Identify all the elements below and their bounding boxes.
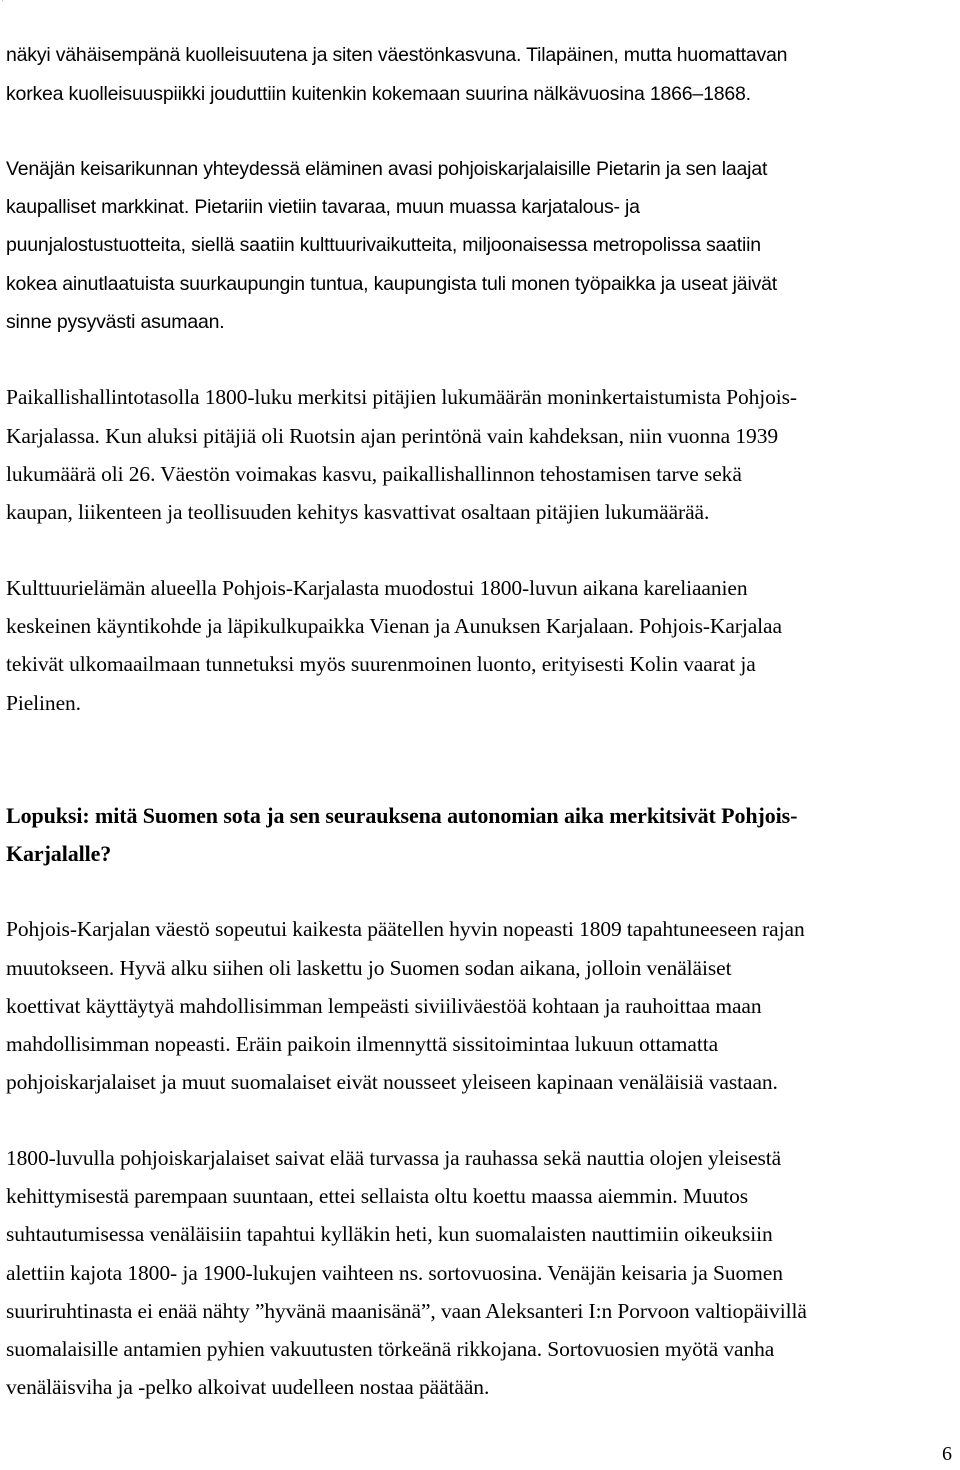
paragraph-6-line-2: kehittymisestä parempaan suuntaan, ettei sellaista oltu koettu maassa aiemmin. Muutos — [6, 1184, 749, 1208]
paragraph-3-line-4: kaupan, liikenteen ja teollisuuden kehitys kasvattivat osaltaan pitäjien lukumäärää. — [6, 500, 710, 524]
paragraph-5-line-5: pohjoiskarjalaiset ja muut suomalaiset eivät nousseet yleiseen kapinaan venäläisiä vastaan. — [6, 1070, 778, 1094]
paragraph-3-line-1: Paikallishallintotasolla 1800-luku merkitsi pitäjien lukumäärän moninkertaistumista Pohjois- — [6, 385, 797, 409]
paragraph-2-line-1: Venäjän keisarikunnan yhteydessä eläminen avasi pohjoiskarjalaisille Pietarin ja sen laajat — [6, 158, 768, 180]
paragraph-3-line-3: lukumäärä oli 26. Väestön voimakas kasvu, paikallishallinnon tehostamisen tarve sekä — [6, 462, 742, 486]
paragraph-2-line-3: puunjalostustuotteita, siellä saatiin kulttuurivaikutteita, miljoonaisessa metropolissa saatiin — [6, 234, 761, 256]
paragraph-6-line-1: 1800-luvulla pohjoiskarjalaiset saivat elää turvassa ja rauhassa sekä nauttia olojen yleisestä — [6, 1146, 782, 1170]
corner-mark: ' — [2, 0, 4, 6]
paragraph-6-line-3: suhtautumisessa venäläisiin tapahtui kylläkin heti, kun suomalaisten nauttimiin oikeuksiin — [6, 1222, 773, 1246]
paragraph-4-line-4: Pielinen. — [6, 691, 81, 715]
paragraph-3-line-2: Karjalassa. Kun aluksi pitäjiä oli Ruotsin ajan perintönä vain kahdeksan, niin vuonna 1939 — [6, 424, 779, 448]
paragraph-5-line-3: koettivat käyttäytyä mahdollisimman lempeästi siviiliväestöä kohtaan ja rauhoittaa maan — [6, 994, 762, 1018]
paragraph-6-line-5: suuriruhtinasta ei enää nähty ”hyvänä maanisänä”, vaan Aleksanteri I:n Porvoon valtiopäivillä — [6, 1299, 807, 1323]
paragraph-5-line-1: Pohjois-Karjalan väestö sopeutui kaikesta päätellen hyvin nopeasti 1809 tapahtuneeseen rajan — [6, 917, 805, 941]
paragraph-1-line-2: korkea kuolleisuuspiikki jouduttiin kuitenkin kokemaan suurina nälkävuosina 1866–1868. — [6, 83, 751, 105]
paragraph-4-line-2: keskeinen käyntikohde ja läpikulkupaikka Vienan ja Aunuksen Karjalaan. Pohjois-Karjalaa — [6, 614, 782, 638]
paragraph-2-line-5: sinne pysyvästi asumaan. — [6, 311, 225, 333]
paragraph-4-line-1: Kulttuurielämän alueella Pohjois-Karjalasta muodostui 1800-luvun aikana kareliaanien — [6, 576, 748, 600]
paragraph-5-line-2: muutokseen. Hyvä alku siihen oli laskettu jo Suomen sodan aikana, jolloin venäläiset — [6, 956, 732, 980]
paragraph-2-line-2: kaupalliset markkinat. Pietariin vietiin tavaraa, muun muassa karjatalous- ja — [6, 196, 640, 218]
paragraph-6-line-6: suomalaisille antamien pyhien vakuutusten törkeänä rikkojana. Sortovuosien myötä vanha — [6, 1337, 775, 1361]
section-heading-line-2: Karjalalle? — [6, 841, 112, 866]
paragraph-5-line-4: mahdollisimman nopeasti. Eräin paikoin ilmennyttä sissitoimintaa lukuun ottamatta — [6, 1032, 719, 1056]
paragraph-6-line-4: alettiin kajota 1800- ja 1900-lukujen vaihteen ns. sortovuosina. Venäjän keisaria ja Suomen — [6, 1261, 783, 1285]
page-number: 6 — [942, 1443, 952, 1465]
paragraph-6-line-7: venäläisviha ja -pelko alkoivat uudelleen nostaa päätään. — [6, 1375, 490, 1399]
paragraph-4-line-3: tekivät ulkomaailmaan tunnetuksi myös suurenmoinen luonto, erityisesti Kolin vaarat ja — [6, 652, 756, 676]
paragraph-2-line-4: kokea ainutlaatuista suurkaupungin tuntua, kaupungista tuli monen työpaikka ja useat jäivät — [6, 273, 777, 295]
section-heading-line-1: Lopuksi: mitä Suomen sota ja sen seurauksena autonomian aika merkitsivät Pohjois- — [6, 803, 798, 828]
paragraph-1-line-1: näkyi vähäisempänä kuolleisuutena ja siten väestönkasvuna. Tilapäinen, mutta huomattavan — [6, 44, 788, 66]
